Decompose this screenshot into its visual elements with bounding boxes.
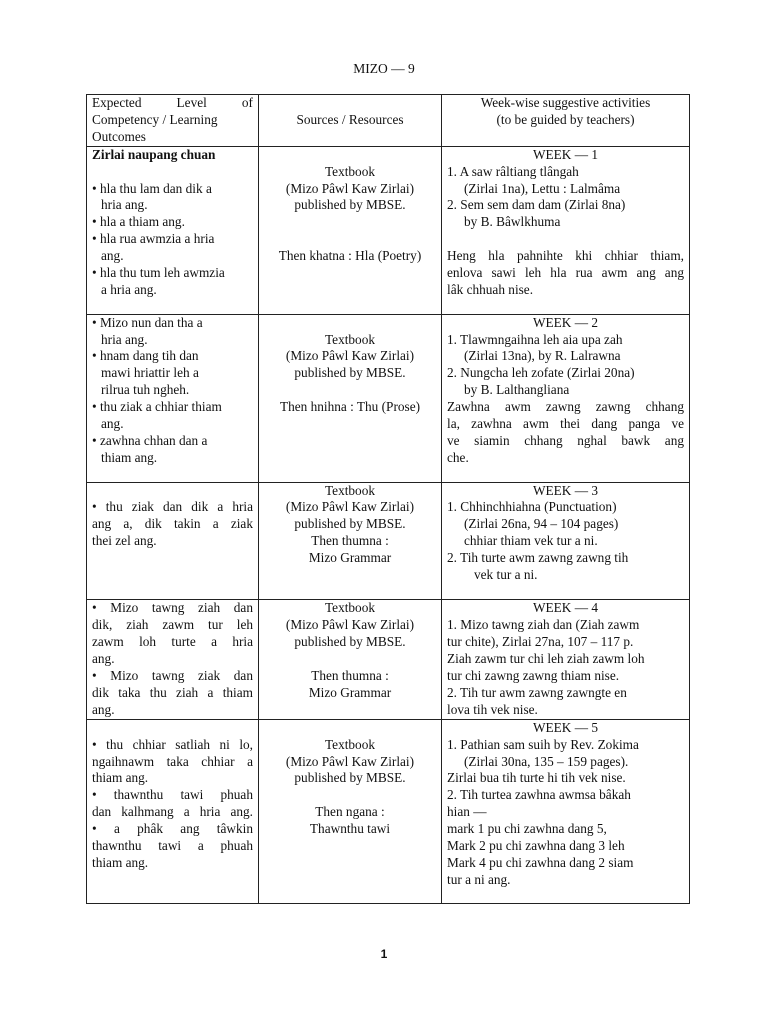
outcomes-cell bbox=[87, 600, 259, 719]
week-label: WEEK — 3 bbox=[533, 482, 598, 498]
week-label: WEEK — 5 bbox=[533, 719, 598, 735]
header-outcomes-l2: Competency / Learning bbox=[92, 111, 218, 127]
activity-line: mark 1 pu chi zawhna dang 5, bbox=[447, 821, 607, 837]
activity-line: (Zirlai 26na, 94 – 104 pages) bbox=[464, 516, 619, 532]
activity-line: 2. Tih turtea zawhna awmsa bâkah bbox=[447, 787, 631, 803]
source-line: Then thumna : bbox=[311, 533, 389, 549]
source-line: published by MBSE. bbox=[294, 770, 406, 786]
header-outcomes bbox=[87, 95, 259, 147]
source-line: Then ngana : bbox=[315, 804, 385, 820]
outcomes-cell bbox=[87, 314, 259, 482]
table-row bbox=[87, 719, 690, 903]
outcome-line: ang. bbox=[92, 651, 115, 667]
outcomes-cell bbox=[87, 146, 259, 314]
source-line: (Mizo Pâwl Kaw Zirlai) bbox=[285, 617, 415, 633]
activity-line: by B. Lalthangliana bbox=[464, 382, 570, 398]
source-line: published by MBSE. bbox=[294, 365, 406, 381]
source-line: (Mizo Pâwl Kaw Zirlai) bbox=[285, 348, 415, 364]
header-sources bbox=[259, 95, 442, 147]
activity-line: 1. Mizo tawng ziah dan (Ziah zawm bbox=[447, 617, 640, 633]
outcome-line: • hnam dang tih dan bbox=[92, 348, 199, 364]
activity-line: Mark 4 pu chi zawhna dang 2 siam bbox=[447, 854, 634, 870]
activity-line: by B. Bâwlkhuma bbox=[464, 214, 561, 230]
activity-line: tur chi zawng zawng thiam nise. bbox=[447, 668, 620, 684]
activities-cell bbox=[442, 719, 690, 903]
activity-line: Mark 2 pu chi zawhna dang 3 leh bbox=[447, 838, 625, 854]
activities-cell bbox=[442, 314, 690, 482]
outcome-line: • Mizo tawng ziah dan bbox=[92, 600, 253, 616]
note-line: ve siamin chhang nghal bawk ang bbox=[447, 432, 684, 448]
note-line: la, zawhna awm thei dang panga ve bbox=[447, 416, 684, 432]
activity-line: (Zirlai 13na), by R. Lalrawna bbox=[464, 348, 621, 364]
activity-line: vek tur a ni. bbox=[474, 567, 538, 583]
outcome-line: • thu ziak a chhiar thiam bbox=[92, 399, 222, 415]
outcome-line: dan kalhmang a hria ang. bbox=[92, 804, 253, 820]
header-outcomes-w2: Level bbox=[176, 95, 207, 110]
activity-line: hian — bbox=[447, 804, 487, 820]
source-line: published by MBSE. bbox=[294, 634, 406, 650]
outcome-line: ang a, dik takin a ziak bbox=[92, 516, 253, 532]
header-sources-label: Sources / Resources bbox=[296, 111, 404, 127]
week-label: WEEK — 4 bbox=[533, 600, 598, 616]
activity-line: 1. Chhinchhiahna (Punctuation) bbox=[447, 499, 617, 515]
outcome-line: thawnthu tawi a phuah bbox=[92, 838, 253, 854]
outcome-line: thiam ang. bbox=[101, 449, 158, 465]
outcome-line: ang. bbox=[101, 416, 124, 432]
source-line: Mizo Grammar bbox=[308, 684, 392, 700]
outcome-line: • Mizo nun dan tha a bbox=[92, 314, 203, 330]
activity-line: tur chite), Zirlai 27na, 107 – 117 p. bbox=[447, 634, 634, 650]
activity-line: 2. Tih tur awm zawng zawngte en bbox=[447, 684, 627, 700]
outcome-line: • hla thu tum leh awmzia bbox=[92, 265, 225, 281]
activity-line: 1. Tlawmngaihna leh aia upa zah bbox=[447, 331, 623, 347]
activities-cell bbox=[442, 482, 690, 600]
table-row bbox=[87, 146, 690, 314]
source-line: Textbook bbox=[324, 331, 376, 347]
header-activities-l2: (to be guided by teachers) bbox=[496, 111, 635, 127]
week-label: WEEK — 2 bbox=[533, 314, 598, 330]
outcome-line: dik taka thu ziah a thiam bbox=[92, 684, 253, 700]
activity-line: Ziah zawm tur chi leh ziah zawm loh bbox=[447, 651, 645, 667]
outcome-line: • hla rua awmzia a hria bbox=[92, 231, 215, 247]
outcome-line: thiam ang. bbox=[92, 770, 149, 786]
sources-cell bbox=[259, 600, 442, 719]
note-line: Heng hla pahnihte khi chhiar thiam, bbox=[447, 248, 684, 264]
outcome-line: a hria ang. bbox=[101, 281, 157, 297]
outcome-line: dik, ziah zawm tur leh bbox=[92, 617, 253, 633]
note-line: che. bbox=[447, 449, 469, 465]
outcomes-cell bbox=[87, 482, 259, 600]
activity-line: Zirlai bua tih turte hi tih vek nise. bbox=[447, 770, 626, 786]
table-header-row bbox=[87, 95, 690, 147]
source-line: (Mizo Pâwl Kaw Zirlai) bbox=[285, 753, 415, 769]
activity-line: lova tih vek nise. bbox=[447, 701, 538, 717]
outcome-line: • Mizo tawng ziak dan bbox=[92, 668, 253, 684]
activities-cell bbox=[442, 146, 690, 314]
header-activities-l1: Week-wise suggestive activities bbox=[480, 95, 651, 110]
sources-cell bbox=[259, 314, 442, 482]
note-line: lâk chhuah nise. bbox=[447, 281, 534, 297]
source-line: Then khatna : Hla (Poetry) bbox=[278, 248, 422, 264]
source-line: Textbook bbox=[324, 736, 376, 752]
source-line: Then thumna : bbox=[311, 668, 389, 683]
activity-line: tur a ni ang. bbox=[447, 871, 511, 887]
activity-line: 2. Tih turte awm zawng zawng tih bbox=[447, 550, 629, 566]
sources-cell bbox=[259, 146, 442, 314]
source-line: (Mizo Pâwl Kaw Zirlai) bbox=[285, 180, 415, 196]
page-header: MIZO — 9 bbox=[353, 61, 415, 76]
activity-line: 1. Pathian sam suih by Rev. Zokima bbox=[447, 736, 639, 752]
outcome-line: thei zel ang. bbox=[92, 533, 157, 549]
outcomes-cell bbox=[87, 719, 259, 903]
source-line: Mizo Grammar bbox=[308, 550, 392, 566]
curriculum-table bbox=[86, 94, 690, 904]
outcome-line: • a phâk ang tâwkin bbox=[92, 821, 253, 837]
source-line: Then hnihna : Thu (Prose) bbox=[279, 399, 421, 415]
source-line: Textbook bbox=[324, 163, 376, 179]
activity-line: (Zirlai 30na, 135 – 159 pages). bbox=[464, 753, 629, 769]
source-line: (Mizo Pâwl Kaw Zirlai) bbox=[285, 499, 415, 515]
activity-line: 2. Nungcha leh zofate (Zirlai 20na) bbox=[447, 365, 635, 381]
outcomes-title: Zirlai naupang chuan bbox=[92, 146, 216, 162]
sources-cell bbox=[259, 482, 442, 600]
outcome-line: • hla thu lam dan dik a bbox=[92, 180, 212, 196]
outcome-line: hria ang. bbox=[101, 331, 148, 347]
table-row bbox=[87, 482, 690, 600]
note-line: enlova sawi leh hla rua awm ang ang bbox=[447, 265, 684, 281]
outcome-line: ang. bbox=[101, 248, 124, 264]
outcome-line: mawi hriattir leh a bbox=[101, 365, 199, 381]
table-row bbox=[87, 314, 690, 482]
activity-line: 1. A saw râltiang tlângah bbox=[447, 163, 579, 179]
header-outcomes-w1: Expected bbox=[92, 95, 142, 110]
outcome-line: rilrua tuh ngheh. bbox=[101, 382, 190, 398]
outcome-line: ngaihnawm taka chhiar a bbox=[92, 753, 253, 769]
header-outcomes-l3: Outcomes bbox=[92, 128, 146, 144]
outcome-line: • thu ziak dan dik a hria bbox=[92, 499, 253, 515]
source-line: published by MBSE. bbox=[294, 197, 406, 213]
outcome-line: hria ang. bbox=[101, 197, 148, 213]
activities-cell bbox=[442, 600, 690, 719]
source-line: Thawnthu tawi bbox=[309, 821, 391, 837]
outcome-line: • thu chhiar satliah ni lo, bbox=[92, 736, 253, 752]
week-label: WEEK — 1 bbox=[533, 146, 598, 162]
activity-line: 2. Sem sem dam dam (Zirlai 8na) bbox=[447, 197, 626, 213]
outcome-line: • hla a thiam ang. bbox=[92, 214, 185, 230]
table-row bbox=[87, 600, 690, 719]
outcome-line: thiam ang. bbox=[92, 854, 149, 870]
sources-cell bbox=[259, 719, 442, 903]
activity-line: chhiar thiam vek tur a ni. bbox=[464, 533, 598, 549]
activity-line: (Zirlai 1na), Lettu : Lalmâma bbox=[464, 180, 621, 196]
source-line: Textbook bbox=[324, 600, 376, 616]
header-activities bbox=[442, 95, 690, 147]
note-line: Zawhna awm zawng zawng chhang bbox=[447, 399, 684, 415]
outcome-line: • zawhna chhan dan a bbox=[92, 432, 208, 448]
outcome-line: • thawnthu tawi phuah bbox=[92, 787, 253, 803]
outcome-line: zawm loh turte a hria bbox=[92, 634, 253, 650]
source-line: Textbook bbox=[324, 482, 376, 498]
source-line: published by MBSE. bbox=[294, 516, 406, 532]
outcome-line: ang. bbox=[92, 701, 115, 717]
header-outcomes-w3: of bbox=[241, 95, 253, 110]
page-number: 1 bbox=[380, 947, 388, 961]
